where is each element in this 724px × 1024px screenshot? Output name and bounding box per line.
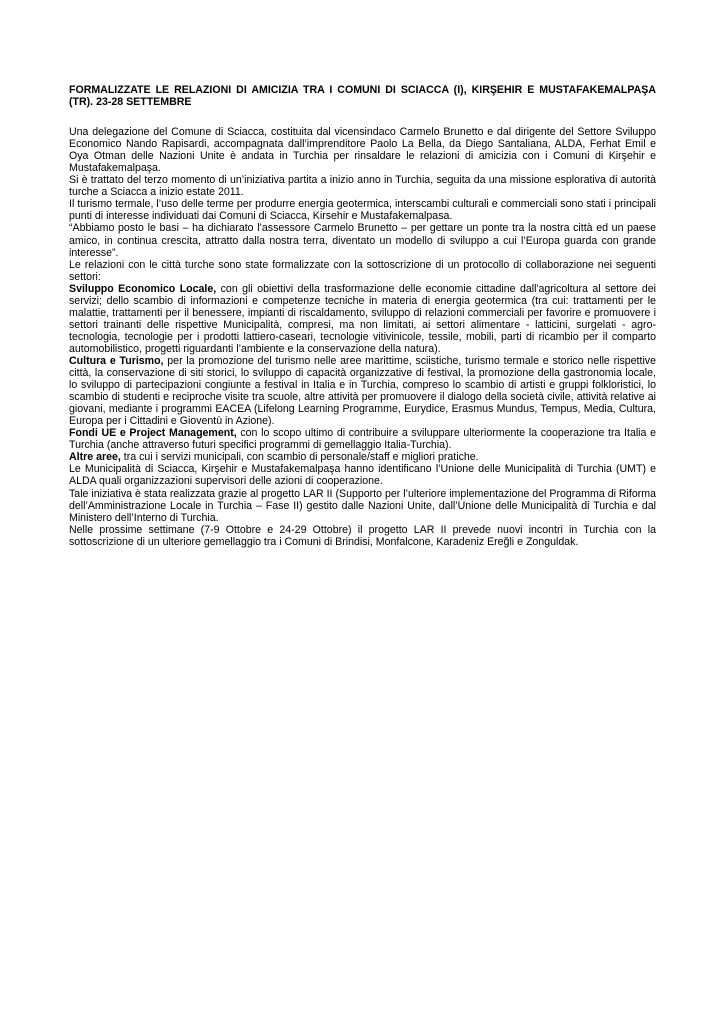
paragraph-lar-project: Tale iniziativa è stata realizzata grazie al progetto LAR II (Supporto per l’ulteriore implementazione del Programma di Riforma dell’Amministrazione Locale in Turchia – Fase II) gestito dalle Nazioni Unite, dall’Unione delle Municipalità di Turchia e dal Ministero dell’Interno di Turchia. bbox=[69, 487, 656, 524]
sector-economic-development-heading: Sviluppo Economico Locale, bbox=[69, 282, 217, 295]
sector-eu-funds bbox=[69, 427, 656, 451]
sector-other-areas-heading: Altre aree, bbox=[69, 451, 121, 464]
paragraph-quote: “Abbiamo posto le basi – ha dichiarato l’assessore Carmelo Brunetto – per gettare un ponte tra la nostra città ed un paese amico, in continua crescita, attratto dalla nostra terra, diventato un modello di sviluppo a cui l’Europa guarda con grande interesse”. bbox=[69, 222, 656, 259]
paragraph-delegation: Una delegazione del Comune di Sciacca, costituita dal vicensindaco Carmelo Brunetto e dal dirigente del Settore Sviluppo Economico Nando Rapisardi, accompagnata dall’imprenditore Paolo La Bella, da Diego Santaliana, ALDA, Ferhat Emil e Oya Otman delle Nazioni Unite è andata in Turchia per rinsaldare le relazioni di amicizia con i Comuni di Kirşehir e Mustafakemalpaşa. bbox=[69, 126, 656, 175]
sector-culture-tourism bbox=[69, 355, 656, 427]
sector-other-areas-text: tra cui i servizi municipali, con scambio di personale/staff e migliori pratiche. bbox=[120, 451, 479, 464]
sector-eu-funds-heading: Fondi UE e Project Management, bbox=[69, 427, 237, 440]
sector-eu-funds-text: con lo scopo ultimo di contribuire a sviluppare ulteriormente la cooperazione tra Italia e Turchia (anche attraverso futuri specifici programmi di gemellaggio Italia-Turchia). bbox=[69, 427, 656, 452]
sector-economic-development bbox=[69, 283, 656, 355]
sector-economic-development-text: con gli obiettivi della trasformazione delle economie cittadine dall'agricoltura al settore dei servizi; dello scambio di informazioni e competenze tecniche in materia di energia geotermica (tra cui: trattamenti per le malattie, trattamenti per il benessere, impianti di riscaldamento, sviluppo di relazioni commerciali per favorire e promuovere i settori trainanti delle rispettive Municipalità, compresi, ma non limitati, ai settori alimentare - latticini, surgelati - agro-tecnologia, tecnologie per i prodotti lattiero-caseari, tecnologie vitivinicole, tessile, mobili, parti di ricambio per il comparto automobilistico, progetti riguardanti l’ambiente e la conservazione della natura). bbox=[69, 282, 656, 355]
paragraph-relations-intro: Le relazioni con le città turche sono state formalizzate con la sottoscrizione di un protocollo di collaborazione nei seguenti settori: bbox=[69, 258, 656, 283]
document-title: FORMALIZZATE LE RELAZIONI DI AMICIZIA TRA I COMUNI DI SCIACCA (I), KIRŞEHIR E MUSTAFAKEMALPAŞA (TR). 23-28 SETTEMBRE bbox=[69, 84, 656, 109]
sector-other-areas bbox=[69, 451, 656, 463]
paragraph-third-moment: Si è trattato del terzo momento di un’iniziativa partita a inizio anno in Turchia, seguita da una missione esplorativa di autorità turche a Sciacca a inizio estate 2011. bbox=[69, 174, 656, 199]
sector-culture-tourism-text: per la promozione del turismo nelle aree marittime, sciistiche, turismo termale e storico nelle rispettive città, la conservazione di siti storici, lo sviluppo di capacità organizzative di festival, la promozione della gastronomia locale, lo sviluppo di partecipazioni congiunte a festival in Italia e in Turchia, compreso lo scambio di artisti e gruppi folkloristici, lo scambio di studenti e reciproche visite tra scuole, altre attività per promuovere il dialogo della società civile, attività relative ai giovani, mediante i programmi EACEA (Lifelong Learning Programme, Eurydice, Erasmus Mundus, Tempus, Media, Cultura, Europa per i Cittadini e Gioventù in Azione). bbox=[69, 354, 656, 428]
paragraph-supervisors: Le Municipalità di Sciacca, Kirşehir e Mustafakemalpaşa hanno identificano l’Unione delle Municipalità di Turchia (UMT) e ALDA quali organizzazioni supervisori delle azioni di cooperazione. bbox=[69, 463, 656, 488]
sector-culture-tourism-heading: Cultura e Turismo, bbox=[69, 354, 164, 367]
document-page bbox=[69, 84, 656, 548]
paragraph-thermal-tourism: Il turismo termale, l’uso delle terme per produrre energia geotermica, interscambi culturali e commerciali sono stati i principali punti di interesse individuati dai Comuni di Sciacca, Kirsehir e Mustafakemalpasa. bbox=[69, 198, 656, 223]
paragraph-next-weeks: Nelle prossime settimane (7-9 Ottobre e 24-29 Ottobre) il progetto LAR II prevede nuovi incontri in Turchia con la sottoscrizione di un ulteriore gemellaggio tra i Comuni di Brindisi, Monfalcone, Karadeniz Ereğli e Zonguldak. bbox=[69, 523, 656, 548]
